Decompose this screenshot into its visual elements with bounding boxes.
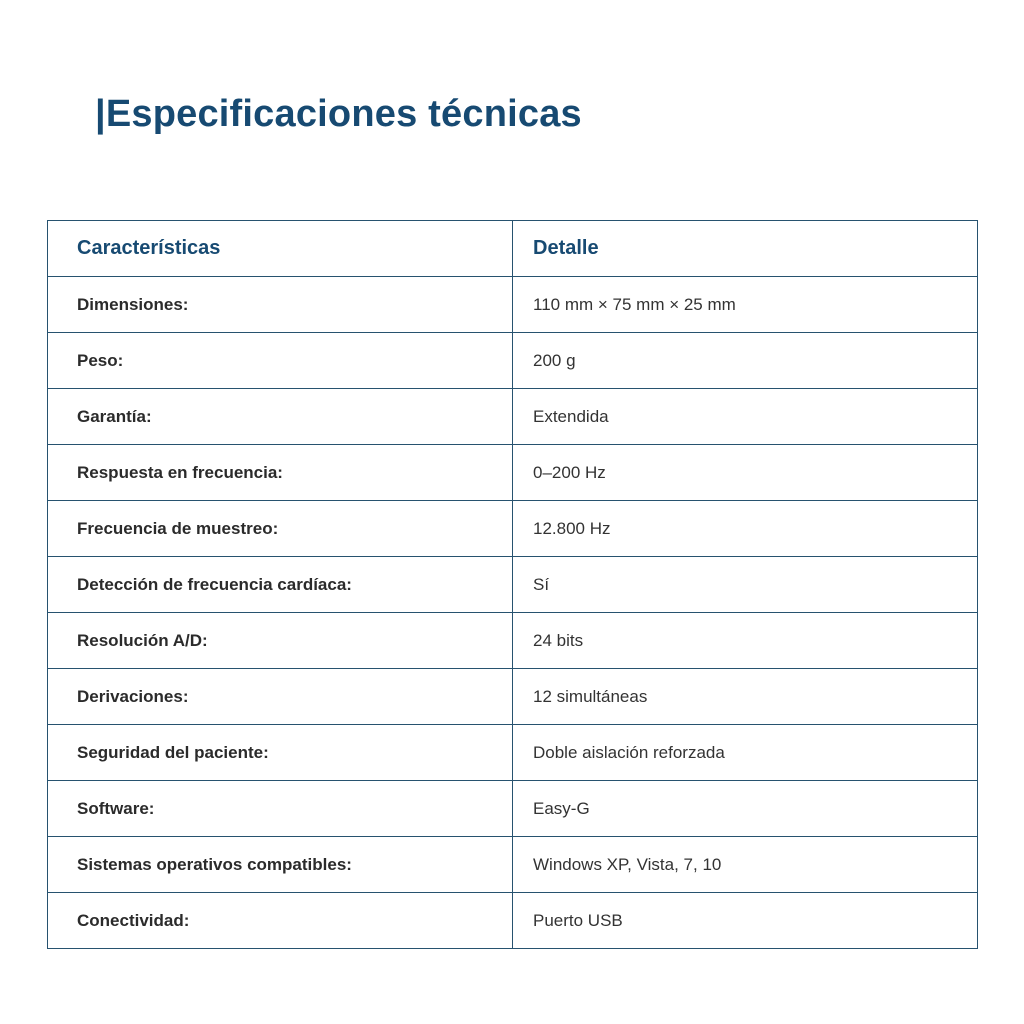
spec-value: 110 mm × 75 mm × 25 mm	[513, 277, 978, 333]
spec-value: 24 bits	[513, 613, 978, 669]
column-header-caracteristicas: Características	[48, 221, 513, 277]
spec-value: 12.800 Hz	[513, 501, 978, 557]
column-header-detalle: Detalle	[513, 221, 978, 277]
spec-label: Dimensiones:	[48, 277, 513, 333]
spec-value: Doble aislación reforzada	[513, 725, 978, 781]
spec-value: Windows XP, Vista, 7, 10	[513, 837, 978, 893]
spec-label: Conectividad:	[48, 893, 513, 949]
table-row	[48, 613, 978, 669]
spec-label: Detección de frecuencia cardíaca:	[48, 557, 513, 613]
page-title: |Especificaciones técnicas	[95, 93, 582, 135]
table-row	[48, 557, 978, 613]
table-row	[48, 501, 978, 557]
spec-value: Easy-G	[513, 781, 978, 837]
table-row	[48, 837, 978, 893]
spec-label: Seguridad del paciente:	[48, 725, 513, 781]
spec-value: 200 g	[513, 333, 978, 389]
table-row	[48, 893, 978, 949]
table-row	[48, 669, 978, 725]
spec-value: Sí	[513, 557, 978, 613]
spec-label: Frecuencia de muestreo:	[48, 501, 513, 557]
spec-label: Sistemas operativos compatibles:	[48, 837, 513, 893]
spec-label: Resolución A/D:	[48, 613, 513, 669]
spec-value: 12 simultáneas	[513, 669, 978, 725]
table-header-row	[48, 221, 978, 277]
spec-label: Garantía:	[48, 389, 513, 445]
table-row	[48, 445, 978, 501]
table-row	[48, 333, 978, 389]
spec-label: Respuesta en frecuencia:	[48, 445, 513, 501]
table-row	[48, 389, 978, 445]
spec-label: Peso:	[48, 333, 513, 389]
spec-label: Software:	[48, 781, 513, 837]
table-row	[48, 725, 978, 781]
spec-value: Extendida	[513, 389, 978, 445]
spec-label: Derivaciones:	[48, 669, 513, 725]
table-row	[48, 277, 978, 333]
spec-table	[47, 220, 978, 949]
table-row	[48, 781, 978, 837]
spec-value: Puerto USB	[513, 893, 978, 949]
spec-value: 0–200 Hz	[513, 445, 978, 501]
